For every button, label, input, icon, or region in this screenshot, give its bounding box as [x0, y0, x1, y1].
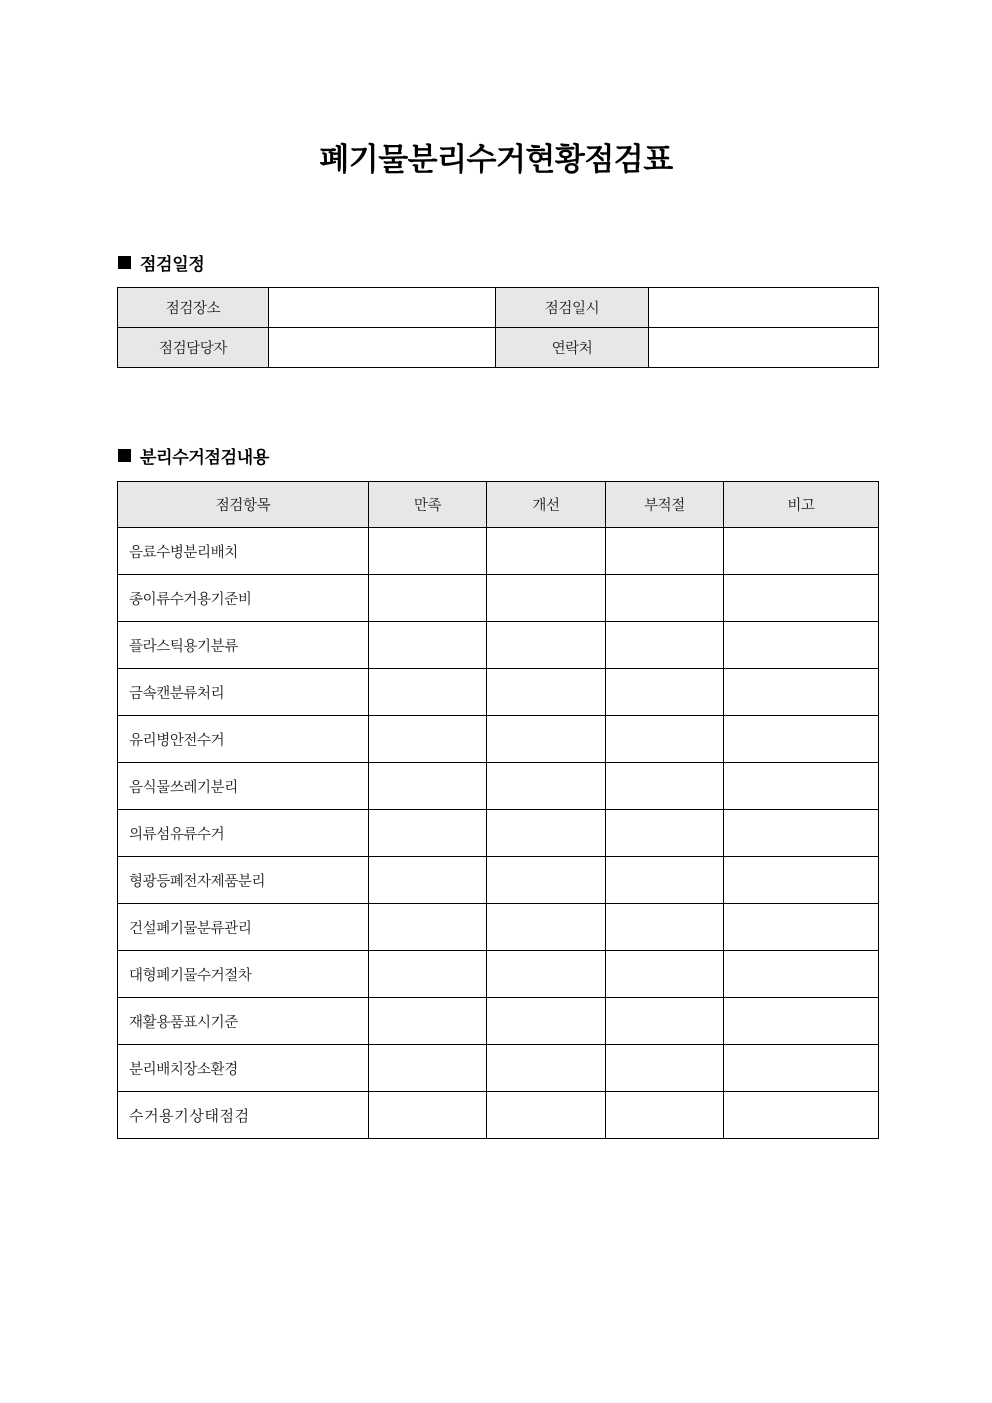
cell-satisfactory[interactable]	[369, 763, 487, 810]
label-inspection-datetime: 점검일시	[496, 288, 649, 328]
cell-satisfactory[interactable]	[369, 1092, 487, 1139]
square-bullet-icon	[118, 449, 131, 462]
cell-inappropriate[interactable]	[606, 1092, 724, 1139]
cell-improvement[interactable]	[487, 528, 606, 575]
table-row	[118, 951, 879, 998]
cell-improvement[interactable]	[487, 575, 606, 622]
cell-satisfactory[interactable]	[369, 857, 487, 904]
checklist-item-label: 플라스틱용기분류	[118, 622, 369, 669]
cell-remarks[interactable]	[724, 669, 879, 716]
cell-inappropriate[interactable]	[606, 669, 724, 716]
cell-remarks[interactable]	[724, 763, 879, 810]
checklist-item-label: 수거용기상태점검	[118, 1092, 369, 1139]
cell-remarks[interactable]	[724, 575, 879, 622]
label-inspection-location: 점검장소	[118, 288, 269, 328]
field-contact[interactable]	[649, 328, 879, 368]
column-header-improvement: 개선	[487, 482, 606, 528]
section-heading-content-label: 분리수거점검내용	[140, 448, 269, 467]
cell-satisfactory[interactable]	[369, 998, 487, 1045]
cell-remarks[interactable]	[724, 1092, 879, 1139]
table-row	[118, 669, 879, 716]
table-header-row	[118, 482, 879, 528]
cell-inappropriate[interactable]	[606, 622, 724, 669]
cell-inappropriate[interactable]	[606, 904, 724, 951]
checklist-item-label: 음료수병분리배치	[118, 528, 369, 575]
cell-improvement[interactable]	[487, 998, 606, 1045]
field-inspection-datetime[interactable]	[649, 288, 879, 328]
cell-inappropriate[interactable]	[606, 1045, 724, 1092]
cell-inappropriate[interactable]	[606, 575, 724, 622]
cell-satisfactory[interactable]	[369, 575, 487, 622]
checklist-item-label: 유리병안전수거	[118, 716, 369, 763]
cell-remarks[interactable]	[724, 904, 879, 951]
checklist-item-label: 음식물쓰레기분리	[118, 763, 369, 810]
cell-inappropriate[interactable]	[606, 528, 724, 575]
cell-improvement[interactable]	[487, 951, 606, 998]
cell-satisfactory[interactable]	[369, 904, 487, 951]
column-header-remarks: 비고	[724, 482, 879, 528]
field-inspector[interactable]	[269, 328, 496, 368]
checklist-item-label: 분리배치장소환경	[118, 1045, 369, 1092]
label-contact: 연락처	[496, 328, 649, 368]
cell-inappropriate[interactable]	[606, 998, 724, 1045]
cell-remarks[interactable]	[724, 716, 879, 763]
cell-improvement[interactable]	[487, 1045, 606, 1092]
cell-inappropriate[interactable]	[606, 857, 724, 904]
section-heading-content	[118, 443, 269, 468]
section-heading-schedule-label: 점검일정	[140, 255, 205, 274]
label-inspector: 점검담당자	[118, 328, 269, 368]
table-row	[118, 904, 879, 951]
cell-satisfactory[interactable]	[369, 951, 487, 998]
table-row	[118, 763, 879, 810]
field-inspection-location[interactable]	[269, 288, 496, 328]
cell-satisfactory[interactable]	[369, 669, 487, 716]
cell-improvement[interactable]	[487, 904, 606, 951]
cell-improvement[interactable]	[487, 716, 606, 763]
cell-satisfactory[interactable]	[369, 810, 487, 857]
table-row	[118, 998, 879, 1045]
cell-inappropriate[interactable]	[606, 763, 724, 810]
cell-improvement[interactable]	[487, 857, 606, 904]
cell-satisfactory[interactable]	[369, 528, 487, 575]
table-row	[118, 857, 879, 904]
cell-inappropriate[interactable]	[606, 951, 724, 998]
checklist-item-label: 대형폐기물수거절차	[118, 951, 369, 998]
square-bullet-icon	[118, 256, 131, 269]
cell-improvement[interactable]	[487, 622, 606, 669]
checklist-item-label: 금속캔분류처리	[118, 669, 369, 716]
checklist-item-label: 의류섬유류수거	[118, 810, 369, 857]
table-row	[118, 288, 879, 328]
page-title: 폐기물분리수거현황점검표	[319, 142, 673, 177]
cell-remarks[interactable]	[724, 951, 879, 998]
cell-remarks[interactable]	[724, 622, 879, 669]
cell-inappropriate[interactable]	[606, 716, 724, 763]
table-row	[118, 810, 879, 857]
column-header-satisfactory: 만족	[369, 482, 487, 528]
checklist-item-label: 건설폐기물분류관리	[118, 904, 369, 951]
section-heading-schedule	[118, 250, 205, 275]
table-row	[118, 575, 879, 622]
checklist-item-label: 종이류수거용기준비	[118, 575, 369, 622]
cell-satisfactory[interactable]	[369, 716, 487, 763]
cell-satisfactory[interactable]	[369, 622, 487, 669]
cell-inappropriate[interactable]	[606, 810, 724, 857]
schedule-table	[117, 287, 879, 368]
inspection-checklist-table	[117, 481, 879, 1139]
cell-improvement[interactable]	[487, 1092, 606, 1139]
cell-remarks[interactable]	[724, 998, 879, 1045]
cell-improvement[interactable]	[487, 669, 606, 716]
table-row	[118, 1045, 879, 1092]
cell-satisfactory[interactable]	[369, 1045, 487, 1092]
table-row	[118, 622, 879, 669]
cell-improvement[interactable]	[487, 810, 606, 857]
cell-remarks[interactable]	[724, 1045, 879, 1092]
table-row	[118, 328, 879, 368]
table-row	[118, 716, 879, 763]
checklist-item-label: 재활용품표시기준	[118, 998, 369, 1045]
cell-remarks[interactable]	[724, 810, 879, 857]
cell-remarks[interactable]	[724, 528, 879, 575]
column-header-item: 점검항목	[118, 482, 369, 528]
table-row	[118, 1092, 879, 1139]
cell-remarks[interactable]	[724, 857, 879, 904]
checklist-item-label: 형광등폐전자제품분리	[118, 857, 369, 904]
cell-improvement[interactable]	[487, 763, 606, 810]
table-row	[118, 528, 879, 575]
column-header-inappropriate: 부적절	[606, 482, 724, 528]
